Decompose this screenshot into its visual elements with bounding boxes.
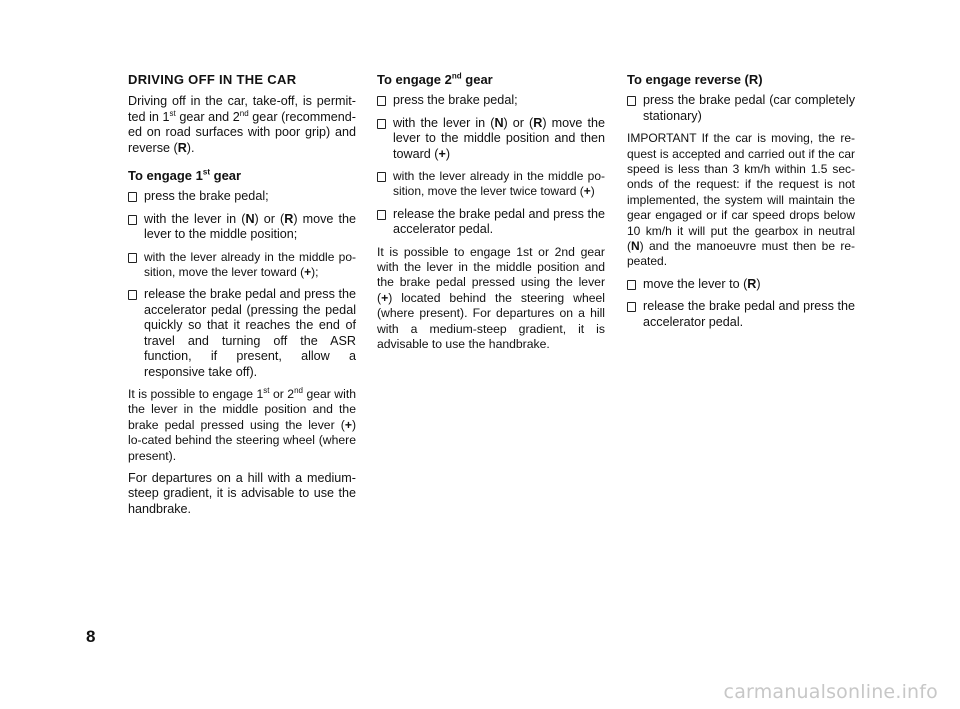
section-heading: DRIVING OFF IN THE CAR xyxy=(128,72,297,87)
checkbox-bullet-icon xyxy=(377,172,386,182)
checkbox-bullet-icon xyxy=(627,96,636,106)
column-3 xyxy=(627,72,855,337)
subheading-first-gear: To engage 1st gear xyxy=(128,167,242,184)
checkbox-bullet-icon xyxy=(128,192,137,202)
paragraph: It is possible to engage 1st or 2nd gear with the lever in the middle position and the brake pedal pressed using the lever (+) located behind the steering wheel (where present). For departures on a hill with a medium-steep gradient, it is advisable to use the handbrake. xyxy=(377,244,605,352)
checkbox-bullet-icon xyxy=(377,119,386,129)
paragraph: For departures on a hill with a medium-steep gradient, it is advisable to use the handbrake. xyxy=(128,470,356,516)
checkbox-bullet-icon xyxy=(128,290,137,300)
checkbox-bullet-icon xyxy=(128,215,137,225)
list-item: with the lever in (N) or (R) move the lever to the middle position; xyxy=(128,212,356,243)
checkbox-bullet-icon xyxy=(627,280,636,290)
list-item: press the brake pedal (car completely stationary) xyxy=(627,93,855,124)
checkbox-bullet-icon xyxy=(377,210,386,220)
list-item: with the lever already in the middle po-sition, move the lever twice toward (+) xyxy=(377,169,605,200)
column-1 xyxy=(128,72,356,524)
checkbox-bullet-icon xyxy=(128,253,137,263)
list-item: with the lever in (N) or (R) move the lever to the middle position and then toward (+) xyxy=(377,116,605,162)
list-item: release the brake pedal and press the accelerator pedal. xyxy=(627,299,855,330)
list-item: release the brake pedal and press the accelerator pedal (pressing the pedal quickly so that it reaches the end of travel and turning off the ASR function, if present, allow a responsive take off). xyxy=(128,287,356,379)
checkbox-bullet-icon xyxy=(377,96,386,106)
subheading-second-gear: To engage 2nd gear xyxy=(377,71,493,87)
list-item: with the lever already in the middle po-sition, move the lever toward (+); xyxy=(128,250,356,281)
list-item: move the lever to (R) xyxy=(627,277,855,292)
list-item: press the brake pedal; xyxy=(377,93,605,108)
page-number: 8 xyxy=(86,627,96,646)
column-2 xyxy=(377,72,605,360)
paragraph: It is possible to engage 1st or 2nd gear with the lever in the middle position and the brake pedal pressed using the lever (+) lo-cated behind the steering wheel (where present). xyxy=(128,385,356,463)
list-item: press the brake pedal; xyxy=(128,189,356,204)
important-note: IMPORTANT If the car is moving, the re-quest is accepted and carried out if the car speed is less than 3 km/h within 1.5 sec-onds of the request: if the request is not implemented, the system will maintain the gear engaged or if car speed drops below 10 km/h it will put the gearbox in neutral (N) and the manoeuvre must then be re-peated. xyxy=(627,131,855,269)
watermark: carmanualsonline.info xyxy=(723,681,938,703)
list-item: release the brake pedal and press the accelerator pedal. xyxy=(377,207,605,238)
subheading-reverse: To engage reverse (R) xyxy=(627,72,763,87)
checkbox-bullet-icon xyxy=(627,302,636,312)
intro-paragraph: Driving off in the car, take-off, is permit-ted in 1st gear and 2nd gear (recommend-ed on road surfaces with poor grip) and reverse (R). xyxy=(128,94,356,155)
